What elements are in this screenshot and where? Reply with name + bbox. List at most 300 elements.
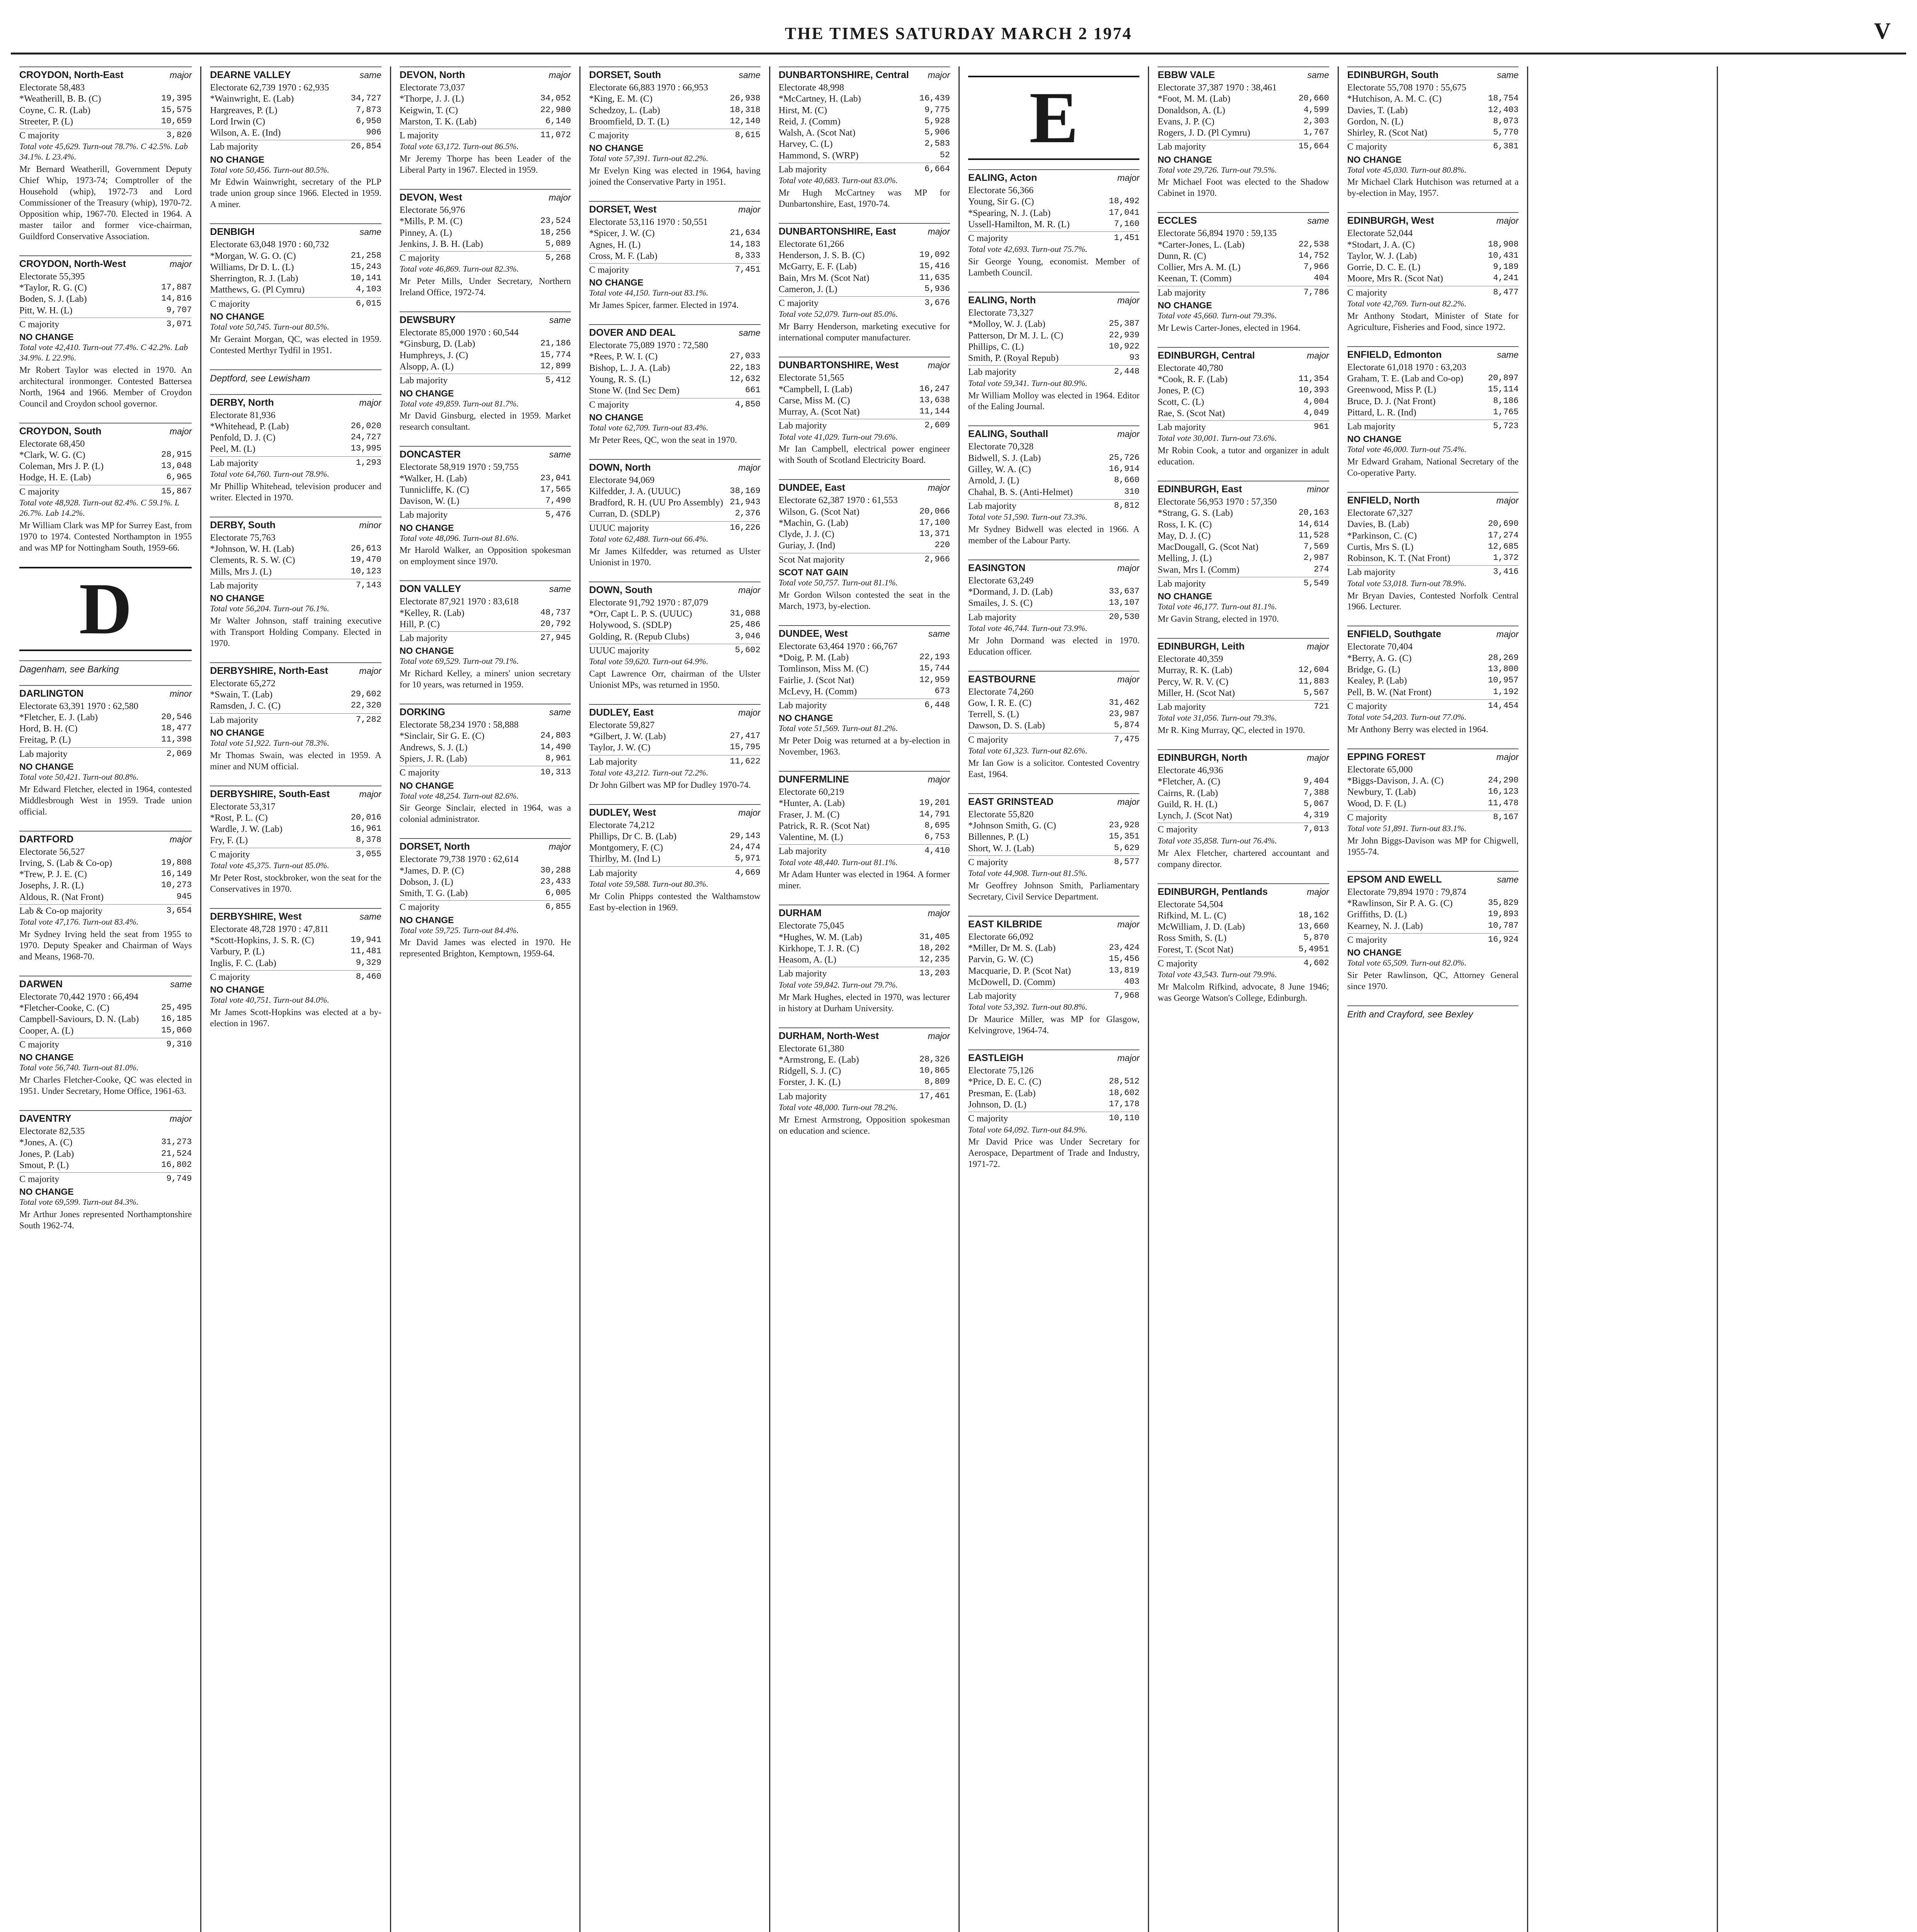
candidate-votes: 14,183 xyxy=(730,239,761,249)
candidate-name: Stone W. (Ind Sec Dem) xyxy=(589,386,680,396)
candidate-row xyxy=(1347,94,1519,105)
majority-row xyxy=(19,1038,192,1051)
constituency-entry xyxy=(400,311,571,433)
majority-label: C majority xyxy=(1347,142,1388,152)
candidate-votes: 10,922 xyxy=(1109,341,1140,351)
majority-votes: 6,664 xyxy=(924,164,950,174)
constituency-name: DURHAM xyxy=(778,908,822,919)
candidate-votes: 19,395 xyxy=(161,94,192,104)
candidate-row xyxy=(779,821,950,832)
candidate-votes: 10,865 xyxy=(919,1066,950,1076)
candidate-votes: 11,144 xyxy=(919,406,950,417)
constituency-entry xyxy=(589,804,760,913)
candidate-row xyxy=(589,240,760,251)
candidate-name: *Walker, H. (Lab) xyxy=(399,473,467,484)
candidate-name: *Johnson, W. H. (Lab) xyxy=(210,544,294,554)
member-biography: Mr James Scott-Hopkins was elected at a by-election in 1967. xyxy=(210,1007,381,1028)
candidate-name: Taylor, J. W. (C) xyxy=(589,743,650,753)
constituency-entry xyxy=(1347,492,1519,612)
candidate-row xyxy=(19,1137,192,1148)
majority-row xyxy=(1347,933,1519,946)
candidate-name: Davison, W. (L) xyxy=(399,496,460,507)
candidate-row xyxy=(779,273,950,284)
constituency-status: same xyxy=(1496,874,1519,884)
constituency-name: DERBYSHIRE, South-East xyxy=(210,788,330,799)
candidate-name: Melling, J. (L) xyxy=(1158,553,1212,564)
candidate-row xyxy=(400,350,571,361)
candidate-name: *Whitehead, P. (Lab) xyxy=(210,421,289,432)
candidate-row xyxy=(400,496,571,507)
constituency-heading xyxy=(400,704,571,718)
constituency-entry xyxy=(968,793,1139,903)
constituency-name: EALING, Southall xyxy=(968,429,1048,440)
electorate-line: Electorate 48,728 1970 : 47,811 xyxy=(210,924,329,934)
constituency-entry xyxy=(210,662,381,772)
majority-row xyxy=(1347,140,1519,153)
constituency-status: major xyxy=(928,360,950,371)
candidate-row xyxy=(968,475,1139,486)
majority-label: Lab majority xyxy=(210,580,259,591)
candidate-votes: 2,303 xyxy=(1303,116,1329,126)
member-biography: Mr Michael Foot was elected to the Shadow Cabinet in 1970. xyxy=(1158,177,1329,198)
candidate-row xyxy=(589,509,760,520)
candidate-name: *Taylor, R. G. (C) xyxy=(19,283,87,293)
candidate-votes: 28,512 xyxy=(1109,1077,1140,1087)
candidate-name: Mills, Mrs J. (L) xyxy=(210,566,272,577)
constituency-heading xyxy=(779,905,950,919)
electorate-line: Electorate 75,763 xyxy=(210,532,276,543)
member-biography: Mr Thomas Swain, was elected in 1959. A miner and NUM official. xyxy=(210,750,381,771)
candidate-name: Macquarie, D. P. (Scot Nat) xyxy=(968,966,1071,976)
constituency-heading xyxy=(589,704,760,718)
candidate-votes: 33,637 xyxy=(1109,587,1140,597)
electorate-line: Electorate 56,976 xyxy=(399,205,465,216)
candidate-votes: 13,107 xyxy=(1109,598,1140,608)
candidate-name: Pinney, A. (L) xyxy=(399,228,452,238)
candidate-votes: 30,288 xyxy=(540,865,571,875)
candidate-votes: 4,103 xyxy=(356,284,381,294)
candidate-row xyxy=(210,432,381,444)
electorate-line: Electorate 62,387 1970 : 61,553 xyxy=(778,495,898,506)
candidate-name: Wardle, J. W. (Lab) xyxy=(210,824,283,835)
majority-votes: 7,786 xyxy=(1303,287,1329,297)
constituency-name: DENBIGH xyxy=(210,226,255,238)
constituency-heading xyxy=(19,423,192,437)
constituency-name: DOWN, South xyxy=(589,584,653,595)
constituency-status: major xyxy=(928,774,950,785)
majority-row xyxy=(1158,286,1329,299)
candidate-name: Montgomery, F. (C) xyxy=(589,843,663,853)
candidate-votes: 16,149 xyxy=(161,869,192,879)
candidate-row xyxy=(779,1054,950,1066)
candidate-row xyxy=(968,720,1139,731)
turnout-line: Total vote 69,599. Turn-out 84.3%. xyxy=(19,1197,139,1207)
majority-votes: 26,854 xyxy=(351,141,381,151)
candidate-row xyxy=(779,261,950,272)
candidate-votes: 35,829 xyxy=(1488,898,1519,908)
candidate-votes: 5,4951 xyxy=(1298,944,1329,954)
candidate-votes: 20,690 xyxy=(1488,519,1519,529)
candidate-name: *Hunter, A. (Lab) xyxy=(778,798,845,809)
candidate-votes: 7,490 xyxy=(545,496,571,506)
member-biography: Mr David James was elected in 1970. He represented Brighton, Kemptown, 1959-64. xyxy=(399,937,571,959)
constituency-name: DURHAM, North-West xyxy=(778,1030,879,1041)
constituency-entry xyxy=(400,838,571,959)
turnout-line: Total vote 45,660. Turn-out 79.3%. xyxy=(1158,310,1277,320)
candidate-name: Robinson, K. T. (Nat Front) xyxy=(1347,553,1451,564)
candidate-votes: 5,874 xyxy=(1114,720,1140,730)
constituency-status: same xyxy=(549,315,571,325)
electorate-line: Electorate 40,359 xyxy=(1158,654,1223,665)
candidate-row xyxy=(1347,396,1519,407)
majority-row xyxy=(968,733,1139,746)
constituency-heading xyxy=(1158,212,1329,226)
result-change: NO CHANGE xyxy=(399,522,454,533)
candidate-name: Cairns, R. (Lab) xyxy=(1158,788,1218,798)
candidate-name: *Sinclair, Sir G. E. (C) xyxy=(399,731,485,742)
constituency-name: EDINBURGH, Central xyxy=(1158,350,1255,361)
constituency-entry xyxy=(589,201,760,311)
candidate-name: Irving, S. (Lab & Co-op) xyxy=(19,858,112,868)
candidate-row xyxy=(589,351,760,362)
constituency-status: major xyxy=(548,842,571,852)
constituency-name: EBBW VALE xyxy=(1158,70,1215,80)
candidate-votes: 21,634 xyxy=(730,228,761,238)
candidate-row xyxy=(1158,910,1329,922)
electorate-line: Electorate 68,450 xyxy=(19,439,85,449)
member-biography: Mr John Biggs-Davison was MP for Chigwell, 1955-74. xyxy=(1347,835,1519,857)
turnout-line: Total vote 53,018. Turn-out 78.9%. xyxy=(1347,578,1467,588)
results-grid xyxy=(11,66,1906,1932)
majority-votes: 2,448 xyxy=(1114,367,1140,377)
candidate-row xyxy=(1158,788,1329,799)
majority-label: C majority xyxy=(589,400,629,410)
majority-label: Lab majority xyxy=(968,501,1016,511)
constituency-name: CROYDON, South xyxy=(19,425,102,437)
candidate-votes: 17,100 xyxy=(919,517,950,527)
constituency-status: major xyxy=(1496,495,1519,506)
candidate-votes: 17,274 xyxy=(1488,530,1519,540)
candidate-name: Jenkins, J. B. H. (Lab) xyxy=(399,239,483,249)
result-change: NO CHANGE xyxy=(19,761,74,772)
candidate-votes: 24,803 xyxy=(540,731,571,741)
candidate-votes: 4,049 xyxy=(1303,408,1329,418)
majority-row xyxy=(19,485,192,498)
majority-row xyxy=(968,611,1139,623)
candidate-name: *Hutchison, A. M. C. (C) xyxy=(1347,94,1442,104)
majority-row xyxy=(589,129,760,141)
member-biography: Mr Malcolm Rifkind, advocate, 8 June 1946; was George Watson's College, Edinburgh. xyxy=(1158,981,1329,1003)
candidate-name: Phillips, C. (L) xyxy=(968,342,1024,352)
constituency-entry xyxy=(1158,347,1329,468)
candidate-row xyxy=(1158,688,1329,699)
majority-votes: 7,282 xyxy=(356,714,381,724)
candidate-votes: 9,707 xyxy=(166,305,192,315)
constituency-entry xyxy=(210,394,381,503)
candidate-name: *Morgan, W. G. O. (C) xyxy=(210,251,296,261)
turnout-line: Total vote 50,456. Turn-out 80.5%. xyxy=(210,165,329,175)
candidate-name: Lord Irwin (C) xyxy=(210,116,266,127)
candidate-votes: 4,599 xyxy=(1303,105,1329,115)
constituency-status: same xyxy=(359,70,381,80)
candidate-votes: 13,638 xyxy=(919,395,950,405)
constituency-name: EPSOM AND EWELL xyxy=(1347,874,1442,885)
turnout-line: Total vote 40,683. Turn-out 83.0%. xyxy=(778,175,898,185)
electorate-line: Electorate 75,045 xyxy=(778,921,844,931)
constituency-name: DUDLEY, West xyxy=(589,807,656,818)
candidate-name: Dunn, R. (C) xyxy=(1158,251,1206,261)
candidate-votes: 9,404 xyxy=(1303,776,1329,786)
majority-votes: 1,451 xyxy=(1114,233,1140,243)
majority-label: Lab majority xyxy=(778,701,827,711)
candidate-votes: 16,247 xyxy=(919,384,950,394)
candidate-row xyxy=(19,723,192,735)
majority-row xyxy=(968,499,1139,512)
candidate-votes: 2,583 xyxy=(924,139,950,149)
constituency-heading xyxy=(968,425,1139,440)
majority-votes: 3,055 xyxy=(356,849,381,859)
majority-label: Lab majority xyxy=(778,164,827,175)
candidate-name: Dobson, J. (L) xyxy=(399,877,453,887)
candidate-votes: 8,333 xyxy=(735,250,761,260)
column-1 xyxy=(11,66,200,1932)
candidate-votes: 19,470 xyxy=(351,555,381,565)
candidate-votes: 11,528 xyxy=(1298,530,1329,540)
electorate-line: Electorate 37,387 1970 : 38,461 xyxy=(1158,83,1277,93)
majority-votes: 8,167 xyxy=(1493,812,1519,822)
candidate-votes: 220 xyxy=(935,540,950,550)
candidate-row xyxy=(400,338,571,350)
electorate-line: Electorate 61,018 1970 : 63,203 xyxy=(1347,362,1466,372)
majority-votes: 5,476 xyxy=(545,510,571,520)
majority-label: Lab majority xyxy=(1158,578,1206,589)
candidate-row xyxy=(210,128,381,139)
cross-reference: Dagenham, see Barking xyxy=(19,660,192,675)
result-change: NO CHANGE xyxy=(778,713,833,723)
section-letter: E xyxy=(1029,77,1079,158)
constituency-heading xyxy=(1158,883,1329,898)
member-biography: Mr Lewis Carter-Jones, elected in 1964. xyxy=(1158,323,1301,333)
electorate-line: Electorate 87,921 1970 : 83,618 xyxy=(399,597,519,607)
candidate-name: Spiers, J. R. (Lab) xyxy=(399,754,467,764)
candidate-row xyxy=(968,598,1139,609)
candidate-name: Penfold, D. J. (C) xyxy=(210,433,276,443)
majority-votes: 5,549 xyxy=(1303,578,1329,588)
candidate-row xyxy=(210,813,381,824)
turnout-line: Total vote 61,323. Turn-out 82.6%. xyxy=(968,745,1088,755)
turnout-line: Total vote 46,177. Turn-out 81.1%. xyxy=(1158,602,1277,612)
constituency-entry xyxy=(19,423,192,554)
candidate-row xyxy=(968,1077,1139,1088)
constituency-status: major xyxy=(169,1114,192,1124)
constituency-status: major xyxy=(1307,350,1329,361)
constituency-heading xyxy=(19,976,192,990)
candidate-votes: 10,393 xyxy=(1298,385,1329,395)
majority-row xyxy=(968,989,1139,1002)
candidate-row xyxy=(968,353,1139,364)
candidate-name: *Rost, P. L. (C) xyxy=(210,813,268,823)
majority-label: Lab & Co-op majority xyxy=(19,906,103,916)
column-6 xyxy=(958,66,1148,1932)
candidate-name: *Molloy, W. J. (Lab) xyxy=(968,319,1045,330)
constituency-status: major xyxy=(1496,216,1519,226)
candidate-name: Donaldson, A. (L) xyxy=(1158,105,1226,116)
candidate-votes: 4,004 xyxy=(1303,396,1329,406)
electorate-line: Electorate 63,048 1970 : 60,732 xyxy=(210,240,329,250)
candidate-row xyxy=(968,843,1139,854)
candidate-row xyxy=(1347,898,1519,909)
candidate-votes: 21,943 xyxy=(730,497,761,507)
constituency-status: major xyxy=(928,226,950,236)
candidate-votes: 8,378 xyxy=(356,835,381,845)
candidate-votes: 12,235 xyxy=(919,954,950,964)
constituency-name: DUNBARTONSHIRE, West xyxy=(778,360,899,371)
candidate-name: *Clark, W. G. (C) xyxy=(19,450,85,460)
candidate-votes: 22,320 xyxy=(351,701,381,711)
candidate-votes: 18,754 xyxy=(1488,94,1519,104)
candidate-name: Cross, M. F. (Lab) xyxy=(589,251,657,261)
constituency-name: DERBY, North xyxy=(210,397,274,408)
candidate-name: *Miller, Dr M. S. (Lab) xyxy=(968,943,1056,954)
majority-votes: 20,530 xyxy=(1109,612,1140,622)
candidate-name: Pell, B. W. (Nat Front) xyxy=(1347,687,1432,697)
electorate-line: Electorate 63,391 1970 : 62,580 xyxy=(19,701,138,711)
candidate-row xyxy=(400,753,571,765)
majority-label: Lab majority xyxy=(778,1091,827,1102)
candidate-row xyxy=(210,116,381,128)
constituency-entry xyxy=(19,976,192,1097)
constituency-heading xyxy=(968,560,1139,574)
candidate-row xyxy=(400,608,571,619)
majority-label: Lab majority xyxy=(778,969,827,979)
member-biography: Mr Adam Hunter was elected in 1964. A former miner. xyxy=(778,869,950,891)
majority-row xyxy=(19,318,192,330)
constituency-status: major xyxy=(928,1031,950,1041)
candidate-row xyxy=(779,139,950,150)
majority-label: C majority xyxy=(968,1114,1008,1124)
candidate-name: Collier, Mrs A. M. (L) xyxy=(1158,262,1241,273)
candidate-row xyxy=(1158,810,1329,821)
member-biography: Mr Jeremy Thorpe has been Leader of the Liberal Party in 1967. Elected in 1959. xyxy=(399,154,571,175)
column-9 xyxy=(1527,66,1716,1932)
candidate-name: Rifkind, M. L. (C) xyxy=(1158,910,1226,921)
constituency-status: major xyxy=(1307,886,1329,897)
majority-label: C majority xyxy=(210,299,250,309)
majority-label: UUUC majority xyxy=(589,523,649,533)
candidate-name: Harvey, C. (L) xyxy=(778,139,833,150)
constituency-heading xyxy=(589,201,760,215)
turnout-line: Total vote 53,392. Turn-out 80.8%. xyxy=(968,1002,1088,1012)
result-change: NO CHANGE xyxy=(1158,154,1212,165)
candidate-votes: 6,753 xyxy=(924,832,950,842)
candidate-row xyxy=(1347,384,1519,396)
candidate-row xyxy=(19,735,192,746)
candidate-votes: 11,481 xyxy=(351,946,381,956)
constituency-name: DOVER AND DEAL xyxy=(589,327,676,338)
constituency-entry xyxy=(1347,346,1519,479)
constituency-status: major xyxy=(1117,295,1140,306)
electorate-line: Electorate 56,527 xyxy=(19,847,85,857)
constituency-status: major xyxy=(738,585,761,595)
candidate-name: *Parkinson, C. (C) xyxy=(1347,531,1417,541)
majority-votes: 10,313 xyxy=(540,767,571,777)
electorate-line: Electorate 53,317 xyxy=(210,801,276,812)
result-change: NO CHANGE xyxy=(19,1052,74,1063)
candidate-name: Patrick, R. R. (Scot Nat) xyxy=(778,821,870,831)
candidate-row xyxy=(968,977,1139,988)
result-change: NO CHANGE xyxy=(210,593,264,604)
candidate-row xyxy=(968,219,1139,230)
candidate-name: *Swain, T. (Lab) xyxy=(210,690,273,700)
candidate-votes: 7,160 xyxy=(1114,219,1140,229)
candidate-row xyxy=(1158,508,1329,519)
majority-votes: 10,110 xyxy=(1109,1113,1140,1123)
constituency-name: CROYDON, North-West xyxy=(19,258,126,269)
candidate-name: Hodge, H. E. (Lab) xyxy=(19,473,91,483)
candidate-name: Smailes, J. S. (C) xyxy=(968,598,1033,609)
electorate-line: Electorate 66,883 1970 : 66,953 xyxy=(589,83,708,93)
candidate-row xyxy=(210,262,381,273)
candidate-name: Peel, M. (L) xyxy=(210,444,255,454)
turnout-line: Total vote 48,928. Turn-out 82.4%. C 59.1%. L 26.7%. Lab 14.2%. xyxy=(19,497,179,518)
candidate-name: *Trew, P. J. E. (C) xyxy=(19,869,87,880)
turnout-line: Total vote 51,569. Turn-out 81.2%. xyxy=(778,723,898,733)
candidate-name: *Armstrong, E. (Lab) xyxy=(778,1054,859,1065)
candidate-votes: 13,371 xyxy=(919,529,950,539)
majority-row xyxy=(210,456,381,469)
constituency-heading xyxy=(210,786,381,800)
candidate-row xyxy=(968,342,1139,353)
majority-row xyxy=(400,374,571,386)
candidate-row xyxy=(1347,407,1519,418)
majority-row xyxy=(589,521,760,534)
majority-votes: 7,475 xyxy=(1114,734,1140,744)
candidate-row xyxy=(400,361,571,372)
candidate-row xyxy=(968,943,1139,954)
member-biography: Mr Walter Johnson, staff training executive with Transport Holding Company. Elected in 1970. xyxy=(210,616,381,648)
majority-votes: 5,602 xyxy=(735,645,761,655)
candidate-votes: 22,193 xyxy=(919,652,950,662)
candidate-row xyxy=(1347,251,1519,262)
candidate-votes: 15,416 xyxy=(919,261,950,271)
majority-label: C majority xyxy=(968,735,1008,745)
result-change: NO CHANGE xyxy=(399,646,454,656)
majority-votes: 2,069 xyxy=(166,748,192,759)
majority-votes: 6,015 xyxy=(356,298,381,308)
candidate-name: Hord, B. H. (C) xyxy=(19,724,78,734)
result-change: NO CHANGE xyxy=(589,277,644,288)
candidate-row xyxy=(19,858,192,869)
candidate-row xyxy=(779,94,950,105)
electorate-line: Electorate 85,000 1970 : 60,544 xyxy=(399,328,519,338)
candidate-row xyxy=(1158,531,1329,542)
member-biography: Mr Gavin Strang, elected in 1970. xyxy=(1158,614,1279,624)
candidate-votes: 24,290 xyxy=(1488,776,1519,786)
candidate-votes: 29,602 xyxy=(351,689,381,699)
majority-row xyxy=(400,900,571,913)
candidate-votes: 28,269 xyxy=(1488,653,1519,663)
candidate-name: Patterson, Dr M. J. L. (C) xyxy=(968,330,1063,341)
candidate-row xyxy=(968,464,1139,475)
constituency-status: major xyxy=(1117,563,1140,573)
electorate-line: Electorate 55,820 xyxy=(968,809,1034,820)
candidate-row xyxy=(400,239,571,250)
candidate-votes: 5,067 xyxy=(1303,799,1329,809)
candidate-votes: 22,939 xyxy=(1109,330,1140,340)
candidate-row xyxy=(779,675,950,686)
majority-label: C majority xyxy=(399,253,440,264)
cross-reference: Deptford, see Lewisham xyxy=(210,369,381,384)
